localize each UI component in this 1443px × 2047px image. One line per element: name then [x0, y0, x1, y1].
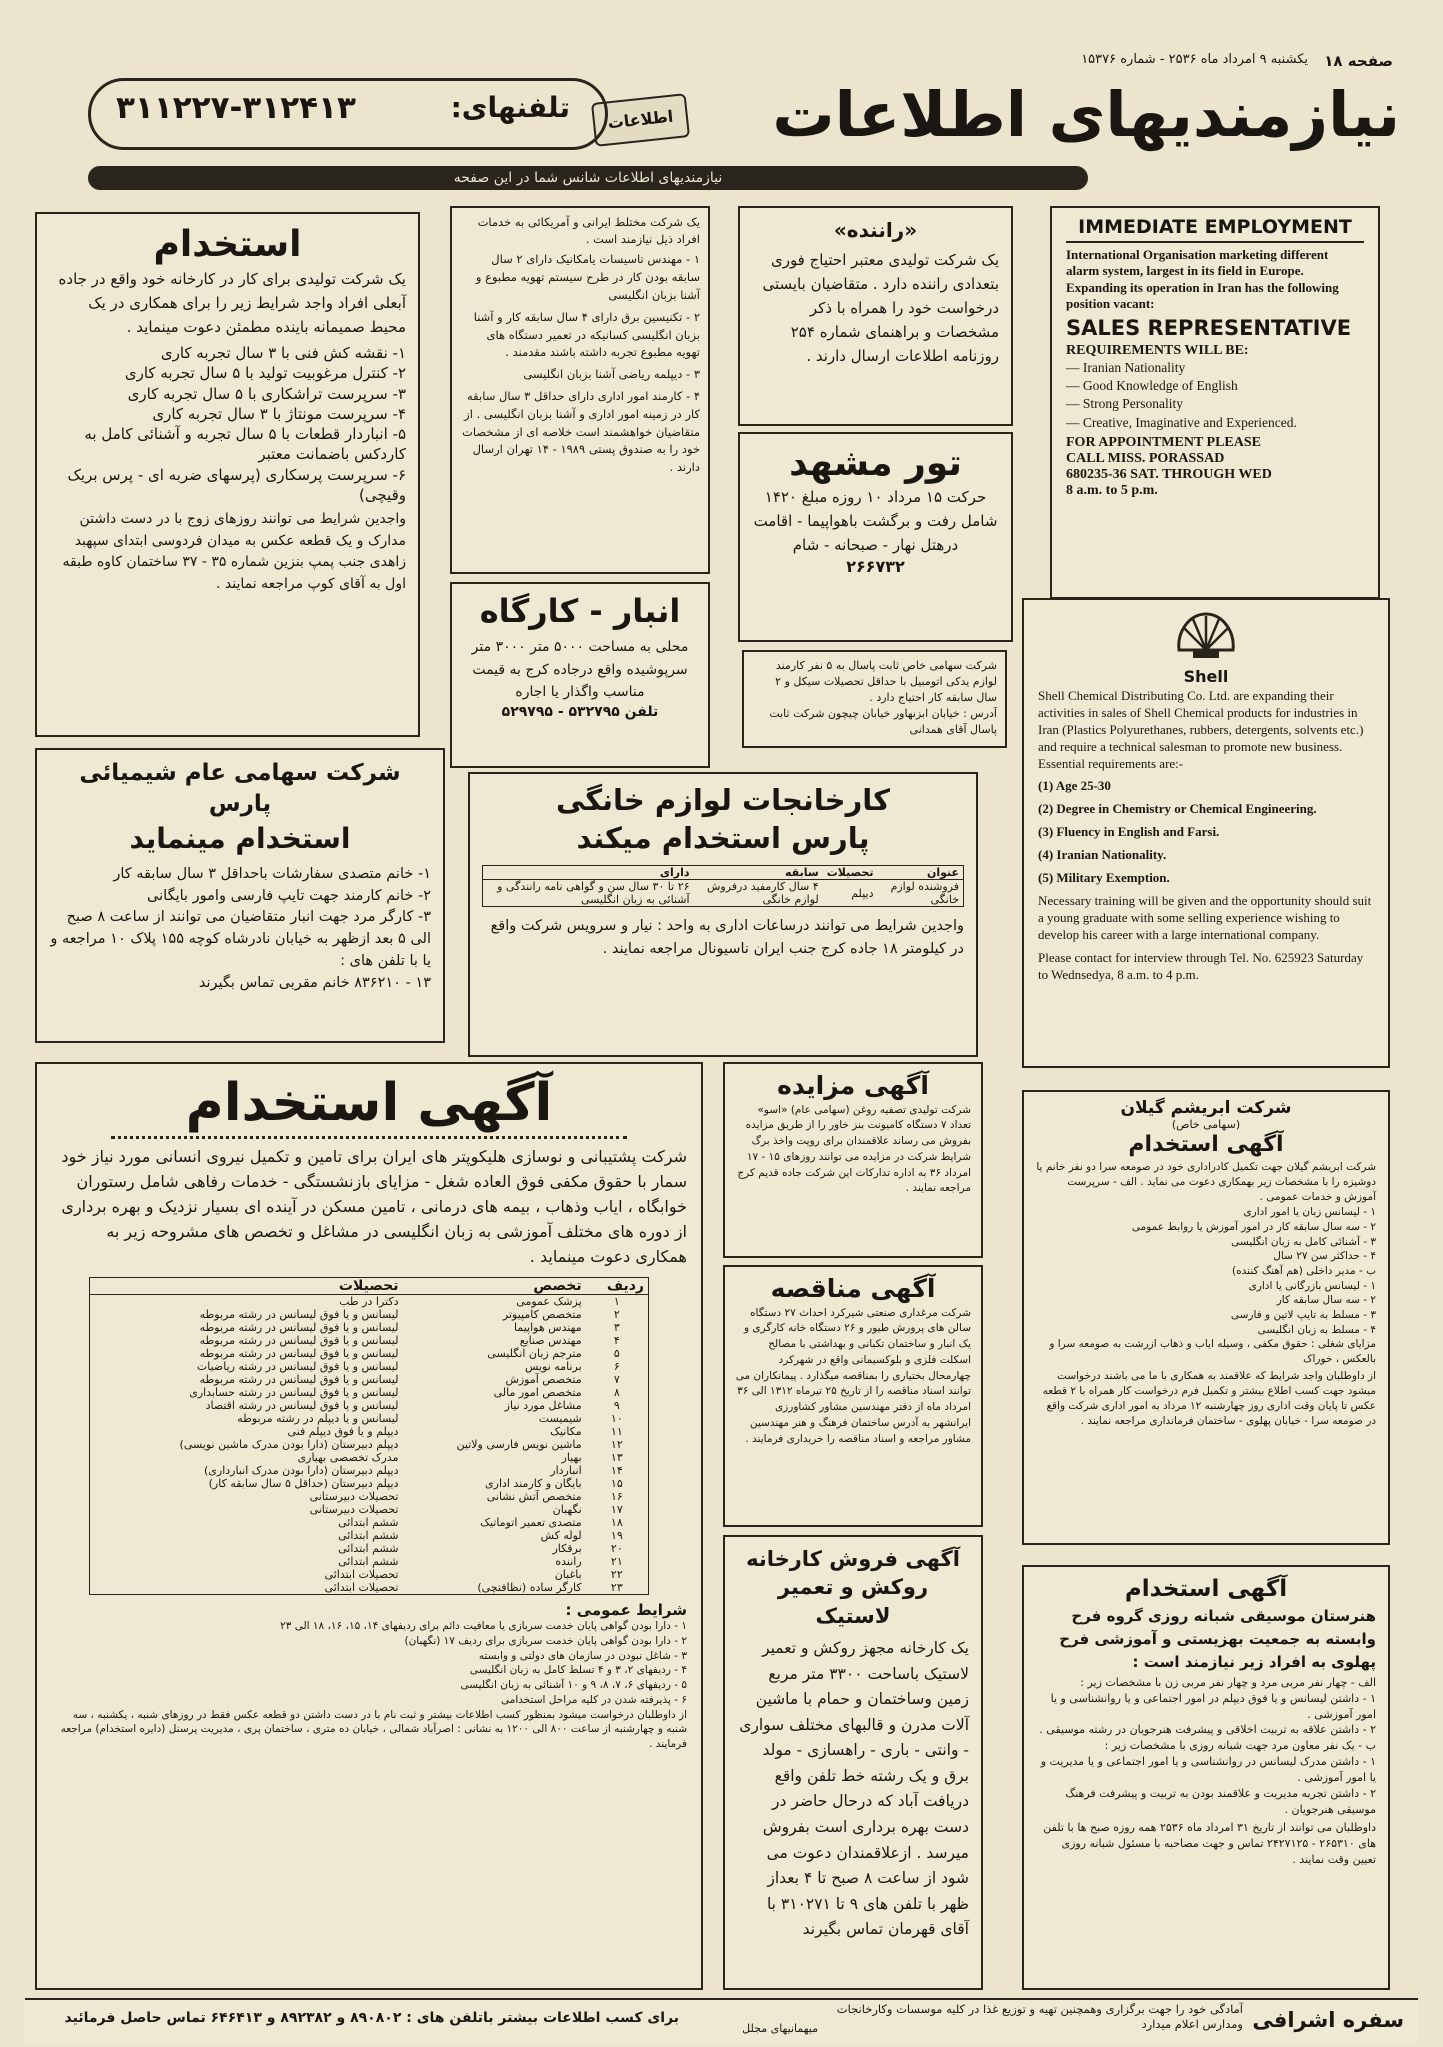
immediate-position: SALES REPRESENTATIVE — [1066, 316, 1352, 340]
helicopter-cell-specialty: کارگر ساده (نظافتچی) — [477, 1581, 582, 1595]
table-row — [90, 1308, 649, 1321]
tires-heading-2: روکش و تعمیر لاستیک — [777, 1575, 929, 1628]
shell-logo-word: Shell — [1183, 667, 1229, 686]
ad-immediate-employment — [1050, 206, 1380, 599]
helicopter-cell-row-number: ۱۷ — [610, 1503, 623, 1517]
factory-item-4: ۴- سرپرست مونتاژ با ۳ سال تجربه کاری — [152, 404, 406, 423]
pasal-address: آدرس : خیابان ابزنهاور خیابان چیچون شرکت ثابت پاسال آقای همدانی — [769, 706, 997, 736]
helicopter-cell-row-number: ۱۶ — [610, 1490, 623, 1504]
list-item: ب - یک نفر معاون مرد جهت شبانه روزی با مشخصات زیر : — [1104, 1739, 1376, 1753]
helicopter-cell-row-number: ۸ — [613, 1386, 620, 1400]
helicopter-cell-row-number: ۳ — [613, 1321, 620, 1335]
list-item: ۱ - داشتن لیسانس و یا فوق دیپلم در امور اجتماعی و یا روانشناسی و یا امور آموزشی . — [1050, 1691, 1376, 1721]
helicopter-cell-row-number: ۱۹ — [610, 1529, 623, 1543]
auction-heading: آگهی مزایده — [777, 1071, 929, 1100]
factory-item-1: ۱- نقشه کش فنی با ۳ سال تجربه کاری — [160, 344, 406, 362]
appliances-cell-education: دیپلم — [851, 886, 874, 900]
mixed-item-1: ۱ - مهندس تاسیسات یامکانیک دارای ۲ سال سابقه بودن کار در طرح سیستم تهویه مطبوع و آشنا بزبان انگلیسی — [475, 252, 700, 302]
helicopter-cell-education: ششم ابتدائی — [338, 1516, 399, 1530]
ad-estekhdam-factory — [35, 212, 420, 737]
helicopter-intro: شرکت پشتیبانی و نوسازی هلیکوپتر های ایران برای تامین و تکمیل نیروی انسانی مورد نیاز خود سمار با حقوق مکفی فوق العاده شغل - مزایای بازنشستگی - خدمات رفاهی شامل رستوران خوابگاه ، ایاب وذهاب ، بیمه های درمانی ، تامین مسکن در آینده ای بسیار نزدیک و بهره برداری از دوره های مختلف آموزشی به زبان انگلیسی در مشاغل و تخصص های مشروحه زیر به همکاری دعوت مینماید . — [61, 1147, 687, 1266]
table-row — [483, 880, 964, 907]
helicopter-cell-education: دیپلم دبیرستان (حداقل ۵ سال سابقه کار) — [208, 1477, 399, 1491]
appliances-col-experience: سابقه — [785, 866, 819, 880]
logo-text: اطلاعات — [606, 106, 675, 133]
factory-item-6: ۶- سرپرست پرسکاری (پرسهای ضربه ای - پرس بریک وقیچی) — [67, 465, 406, 504]
list-item: الف - چهار نفر مربی مرد و چهار نفر مربی زن با مشخصات زیر : — [1080, 1675, 1376, 1689]
shell-req-5: (5) Military Exemption. — [1038, 870, 1170, 886]
appliances-heading-2: پارس استخدام میکند — [576, 820, 870, 855]
list-item: ۲ - سه سال سابقه کار در امور آموزش یا روابط عمومی — [1131, 1220, 1376, 1233]
table-row — [90, 1425, 649, 1438]
helicopter-cell-specialty: مشاغل مورد نیاز — [504, 1399, 582, 1413]
helicopter-cell-specialty: شیمیست — [538, 1412, 582, 1426]
helicopter-cell-specialty: متخصص آتش نشانی — [486, 1490, 582, 1504]
immediate-intro: International Organisation marketing different alarm system, largest in its field in Europe. Expanding its operation in Iran has the following position vacant: — [1066, 247, 1339, 311]
appliances-table-header — [483, 866, 964, 880]
helicopter-conditions-heading: شرایط عمومی : — [565, 1601, 687, 1620]
shell-logo-icon — [1173, 610, 1239, 662]
ad-music-conservatory — [1022, 1565, 1390, 1990]
helicopter-conditions — [51, 1619, 687, 1751]
helicopter-cell-row-number: ۱۸ — [610, 1516, 623, 1530]
factory-item-3: ۳- سرپرست تراشکاری با ۵ سال تجربه کاری — [127, 384, 406, 403]
list-item: ۲ - دارا بودن گواهی پایان خدمت سربازی برای ردیف ۱۷ (نگهبان) — [404, 1635, 687, 1648]
appliances-footer: واجدین شرایط می توانند درساعات اداری به واحد : نیار و سرویس شرکت واقع در کیلومتر ۱۸ جاده کرج جنب ایران ناسیونال مراجعه نمایند . — [490, 918, 964, 957]
ad-tire-factory-sale — [723, 1535, 983, 1990]
phones-number: ۳۱۱۲۲۷-۳۱۲۴۱۳ — [116, 90, 356, 126]
appliances-cell-title: فروشنده لوازم خانگی — [890, 880, 959, 907]
helicopter-cell-row-number: ۷ — [613, 1373, 620, 1387]
list-item: ۱ - لیسانس زبان یا امور اداری — [1243, 1206, 1376, 1219]
masthead-banner — [88, 166, 1088, 190]
mashhad-phone: ۲۶۶۷۳۲ — [846, 557, 905, 577]
chemical-heading-1: شرکت سهامی عام شیمیائی پارس — [79, 760, 401, 818]
helicopter-table-header — [90, 1278, 649, 1295]
factory-intro: یک شرکت تولیدی برای کار در کارخانه خود واقع در جاده آبعلی افراد واجد شرایط زیر را برای همکاری در یک محیط صمیمانه باینده مطمئن دعوت مینماید . — [58, 270, 406, 336]
helicopter-cell-education: تحصیلات ابتدائی — [324, 1581, 399, 1595]
list-item: ۳ - شاغل نبودن در سازمان های دولتی و وابسته — [478, 1649, 687, 1662]
table-row — [90, 1451, 649, 1464]
appliances-cell-qualifications: ۲۶ تا ۳۰ سال سن و گواهی نامه رانندگی و آشنائی به زبان انگلیسی — [497, 880, 690, 907]
helicopter-cell-specialty: ماشین نویس فارسی ولاتین — [456, 1438, 582, 1452]
phones-label: تلفنهای: — [450, 91, 570, 124]
helicopter-cell-education: تحصیلات ابتدائی — [324, 1568, 399, 1582]
helicopter-cell-specialty: لوله کش — [540, 1529, 582, 1543]
helicopter-cell-specialty: برقکار — [552, 1542, 582, 1556]
chemical-item-1: ۱- خانم متصدی سفارشات باحداقل ۳ سال سابقه کار — [113, 865, 431, 882]
catering-phones: برای کسب اطلاعات بیشتر باتلفن های : ۸۹۰۸۰۲ و ۸۹۲۳۸۲ و ۶۴۶۴۱۳ تماس حاصل فرمائید — [64, 2010, 679, 2026]
table-row — [90, 1399, 649, 1412]
helicopter-cell-education: لیسانس و یا فوق لیسانس در رشته مربوطه — [199, 1347, 399, 1361]
helicopter-cell-specialty: راننده — [555, 1555, 582, 1569]
mixed-item-3: ۳ - دیپلمه ریاضی آشنا بزبان انگلیسی — [523, 367, 700, 382]
table-row — [90, 1386, 649, 1399]
shell-req-4: (4) Iranian Nationality. — [1038, 847, 1167, 863]
table-row — [90, 1347, 649, 1360]
mixed-intro: یک شرکت مختلط ایرانی و آمریکائی به خدمات افراد ذیل نیازمند است . — [477, 215, 700, 246]
ad-shell — [1022, 598, 1390, 1068]
helicopter-cell-education: لیسانس و یا فوق لیسانس در رشته مربوطه — [199, 1321, 399, 1335]
tires-body: یک کارخانه مجهز روکش و تعمیر لاستیک باساحت ۳۳۰۰ متر مربع زمین وساختمان و حمام با ماشین آلات مدرن و قالبهای مختلف سواری - وانتی - باری - راهسازی - مولد برق و یک رشته خط تلفن واقع دریافت آباد که درحال حاضر در دست بهره برداری است بفروش میرسد . ازعلاقمندان دعوت می شود از ساعت ۸ صبح تا ۴ بعداز ظهر با تلفن های ۹ تا ۳۱۰۲۷۱ با آقای قهرمان تماس بگیرند — [739, 1639, 969, 1939]
warehouse-body: محلی به مساحت ۵۰۰۰ متر ۳۰۰۰ متر سرپوشیده واقع درجاده کرج به قیمت مناسب واگذار یا اجاره — [471, 639, 689, 701]
tires-heading-1: آگهی فروش کارخانه — [746, 1547, 960, 1571]
list-item: ۱ - داشتن مدرک لیسانس در روانشناسی و یا امور اجتماعی و یا مدیریت و یا امور آموزشی . — [1040, 1755, 1376, 1785]
list-item: ۶ - پذیرفته شدن در کلیه مراحل استخدامی — [500, 1693, 687, 1706]
ad-driver — [738, 206, 1013, 426]
music-footer: داوطلبان می توانند از تاریخ ۳۱ امرداد ماه ۲۵۳۶ همه روزه صبح ها با تلفن های ۲۶۵۳۱۰ - ۲۴۲۷۱۲۵ تماس و جهت مصاحبه با مسئول شبانه روزی تعیین وقت نمایند . — [1043, 1821, 1376, 1866]
masthead-title: نیازمندیهای اطلاعات — [772, 78, 1400, 151]
helicopter-cell-row-number: ۵ — [613, 1347, 620, 1361]
helicopter-cell-row-number: ۲ — [613, 1308, 620, 1322]
helicopter-cell-education: لیسانس و یا فوق لیسانس در رشته مربوطه — [199, 1373, 399, 1387]
warehouse-phone: تلفن ۵۳۲۷۹۵ - ۵۲۹۷۹۵ — [501, 703, 659, 720]
list-item: ۴ - مسلط به زبان انگلیسی — [1257, 1323, 1376, 1336]
helicopter-col-row: ردیف — [606, 1278, 644, 1295]
shell-contact: Please contact for interview through Tel. No. 625923 Saturday to Wednsedya, 8 a.m. to 4 p.m. — [1038, 950, 1364, 983]
chemical-item-2: ۲- خانم کارمند جهت تایپ فارسی وامور بایگانی — [147, 887, 431, 904]
table-row — [90, 1295, 649, 1309]
factory-heading: استخدام — [153, 224, 302, 265]
helicopter-cell-education: لیسانس و یا فوق لیسانس در رشته مربوطه — [199, 1334, 399, 1348]
ad-mixed-company — [450, 206, 710, 574]
helicopter-cell-education: دکترا در طب — [339, 1295, 399, 1309]
list-item: ۲ - داشتن تجربه مدیریت و علاقمند بودن به تربیت و پیشرفت فرهنگ موسیقی هنرجویان . — [1065, 1787, 1376, 1817]
immediate-req-4: — Creative, Imaginative and Experienced. — [1066, 414, 1297, 430]
gilan-company-sub: (سهامی خاص) — [1171, 1118, 1241, 1131]
appliances-col-title: عنوان — [926, 866, 959, 880]
helicopter-col-specialty: تخصص — [533, 1278, 582, 1295]
gilan-company: شرکت ابریشم گیلان — [1120, 1098, 1292, 1118]
helicopter-cell-education: لیسانس و یا دیپلم در رشته مربوطه — [237, 1412, 399, 1426]
issue-date: یکشنبه ۹ امرداد ماه ۲۵۳۶ - شماره ۱۵۳۷۶ — [1081, 52, 1308, 67]
list-item: ۳ - مسلط به تایپ لاتین و فارسی — [1230, 1309, 1376, 1322]
catering-heading: سفره اشرافی — [1252, 2008, 1404, 2032]
helicopter-cell-specialty: نگهبان — [552, 1503, 582, 1517]
helicopter-cell-row-number: ۶ — [613, 1360, 620, 1374]
music-heading: آگهی استخدام — [1124, 1576, 1288, 1602]
helicopter-cell-education: دیپلم دبیرستان (دارا بودن مدرک ماشین نویسی) — [179, 1438, 399, 1452]
table-row — [90, 1529, 649, 1542]
gilan-body: شرکت ابریشم گیلان جهت تکمیل کادراداری خود در صومعه سرا دو نفر خانم یا دوشیزه را با مشخصات زیر بهمکاری دعوت می نماید . الف - سرپرست آموزش و خدمات عمومی . — [1036, 1160, 1376, 1204]
helicopter-cell-education: تحصیلات دبیرستانی — [309, 1490, 399, 1504]
helicopter-cell-specialty: متصدی تعمیر اتوماتیک — [480, 1516, 582, 1530]
list-item: مزایای شغلی : حقوق مکفی ، وسیله ایاب و ذهاب ازرشت به صومعه سرا و بالعکس ، خوراک — [1049, 1338, 1376, 1366]
helicopter-cell-specialty: مهندس هواپیما — [514, 1321, 582, 1335]
helicopter-divider — [111, 1136, 627, 1139]
masthead — [88, 78, 1400, 198]
gilan-footer: از داوطلبان واجد شرایط که علاقمند به همکاری با ما می باشند درخواست میشود جهت کسب اطلاع بیشتر و تکمیل فرم درخواست کار همراه با ۲ قطعه عکس تا پایان وقت اداری روز چهارشنبه ۱۲ مرداد به امور اداری شرکت واقع در صومعه سرا - خیابان پهلوی - ساختمان فرمانداری مراجعه نمایند . — [1042, 1369, 1376, 1428]
mixed-item-4: ۴ - کارمند امور اداری دارای حداقل ۳ سال سابقه کار در زمینه امور اداری و آشنا بزبان انگلیسی . از متقاضیان خواهشمند است خلاصه ای از مشخصات خود را به صندوق پستی ۱۹۸۹ - ۱۴ تهران ارسال دارند . — [462, 389, 700, 475]
helicopter-cell-specialty: مترجم زبان انگلیسی — [487, 1347, 582, 1361]
list-item: ۱ - لیسانس بازرگانی یا اداری — [1248, 1279, 1376, 1292]
driver-body: یک شرکت تولیدی معتبر احتیاج فوری بتعدادی راننده دارد . متقاضیان بایستی درخواست خود را همراه با ذکر مشخصات و براهنمای شماره ۲۵۴ روزنامه اطلاعات ارسال دارند . — [762, 251, 999, 365]
music-intro: هنرستان موسیقی شبانه روزی گروه فرح وابسته به جمعیت بهزیستی و آموزشی فرح پهلوی به افراد زیر نیازمند است : — [1059, 1606, 1376, 1672]
appliances-col-education: تحصیلات — [826, 866, 874, 880]
table-row — [90, 1581, 649, 1595]
music-items — [1036, 1675, 1376, 1818]
pasal-body: شرکت سهامی خاص ثابت پاسال به ۵ نفر کارمند لوازم یدکی اتومبیل با حداقل تحصیلات سیکل و ۲ سال سابقه کار احتیاج دارد . — [775, 659, 997, 704]
table-row — [90, 1490, 649, 1503]
table-row — [90, 1464, 649, 1477]
immediate-call-1: FOR APPOINTMENT PLEASE — [1066, 434, 1261, 450]
shell-intro: Shell Chemical Distributing Co. Ltd. are expanding their activities in sales of Shell Chemical products for industries in Iran (Plastics Polyurethanes, rubbers, detergents, solvents etc.) and require a technical salesman to promote new business. Essential requirements are:- — [1038, 688, 1364, 771]
auction-body: شرکت تولیدی تصفیه روغن (سهامی عام) «اسو» تعداد ۷ دستگاه کامیونت بنز خاور را از طریق مزایده بفروش می رساند علاقمندان برای رویت واخذ برگ شرایط شرکت در مزایده می توانند روزهای ۱۵ - ۱۷ امرداد ۳۶ به اداره تدارکات این شرکت جاده قدیم کرج مراجعه نمایند . — [737, 1103, 971, 1195]
helicopter-cell-education: مدرک تخصصی بهیاری — [297, 1451, 399, 1465]
helicopter-cell-row-number: ۲۱ — [610, 1555, 623, 1569]
table-row — [90, 1477, 649, 1490]
helicopter-cell-specialty: باغبان — [554, 1568, 582, 1582]
helicopter-col-education: تحصیلات — [338, 1278, 399, 1295]
helicopter-cell-row-number: ۱ — [613, 1295, 620, 1309]
masthead-subtitle: نیازمندیهای اطلاعات شانس شما در این صفحه — [453, 170, 723, 186]
ad-pasal-company — [742, 650, 1007, 748]
table-row — [90, 1542, 649, 1555]
appliances-col-qualifications: دارای — [659, 866, 690, 880]
immediate-call-4: 8 a.m. to 5 p.m. — [1066, 482, 1158, 498]
helicopter-cell-row-number: ۲۰ — [610, 1542, 623, 1556]
list-item: ۵ - ردیفهای ۶، ۷، ۸، ۹ و ۱۰ آشنائی به زبان انگلیسی — [460, 1679, 687, 1692]
ad-auction — [723, 1062, 983, 1258]
helicopter-cell-row-number: ۱۳ — [610, 1451, 623, 1465]
ad-helicopter — [35, 1062, 703, 1990]
table-row — [90, 1360, 649, 1373]
table-row — [90, 1555, 649, 1568]
helicopter-cell-education: ششم ابتدائی — [338, 1529, 399, 1543]
immediate-heading: IMMEDIATE EMPLOYMENT — [1066, 216, 1364, 243]
table-row — [90, 1321, 649, 1334]
list-item: از داوطلبان درخواست میشود بمنظور کسب اطلاعات بیشتر و ثبت نام با در دست داشتن دو قطعه عکس فقط در روزهای شنبه ، یکشنبه ، سه شنبه و چهارشنبه از ساعت ۸۰۰ الی ۱۲۰۰ به نشانی : اصرآباد شمالی ، خیابان ده متری ، ساختمان پری ، مدیریت پرسنل (دایره استخدام) مراجعه فرمایند . — [60, 1708, 687, 1750]
list-item: ب - مدیر داخلی (هم آهنگ کننده) — [1232, 1265, 1376, 1277]
shell-training: Necessary training will be given and the opportunity should suit a young graduate with some selling experience wishing to develop his career with a large international company. — [1038, 893, 1372, 943]
table-row — [90, 1334, 649, 1347]
mashhad-body: حرکت ۱۵ مرداد ۱۰ روزه مبلغ ۱۴۲۰ شامل رفت و برگشت باهواپیما - اقامت درهتل نهار - صبحانه - شام — [753, 488, 998, 555]
table-row — [90, 1412, 649, 1425]
gilan-heading: آگهی استخدام — [1128, 1132, 1284, 1157]
helicopter-cell-education: لیسانس و یا فوق لیسانس در رشته اقتصاد — [205, 1399, 399, 1413]
chemical-item-3: ۳- کارگر مرد جهت انبار متقاضیان می توانند از ساعت ۸ صبح الی ۵ بعد ازظهر به خیابان نادرشاه کوچه ۱۵۵ پلاک ۱۰ مراجعه و یا با تلفن های : — [50, 909, 431, 969]
ad-mashhad-tour — [738, 432, 1013, 642]
list-item: ۳ - آشنائی کامل به زبان انگلیسی — [1231, 1235, 1376, 1248]
helicopter-heading: آگهی استخدام — [185, 1073, 553, 1133]
list-item: ۲ - داشتن علاقه به تربیت اخلاقی و پیشرفت هنرجویان در رشته موسیقی . — [1039, 1723, 1376, 1737]
immediate-req-1: — Iranian Nationality — [1066, 360, 1186, 375]
helicopter-cell-row-number: ۱۴ — [610, 1464, 623, 1478]
helicopter-cell-specialty: متخصص آموزش — [505, 1373, 582, 1387]
helicopter-cell-row-number: ۲۲ — [610, 1568, 623, 1582]
helicopter-cell-specialty: متخصص کامپیوتر — [502, 1308, 582, 1322]
appliances-cell-experience: ۴ سال کارمفید درفروش لوازم خانگی — [706, 880, 819, 907]
helicopter-cell-row-number: ۲۳ — [610, 1581, 623, 1595]
driver-heading: «راننده» — [833, 218, 918, 242]
factory-item-2: ۲- کنترل مرغوبیت تولید با ۵ سال تجربه کاری — [124, 364, 406, 383]
catering-note: میهمانیهای مجلل — [742, 2022, 818, 2035]
tender-heading: آگهی مناقصه — [770, 1274, 936, 1303]
warehouse-heading: انبار - کارگاه — [479, 592, 681, 630]
list-item: ۱ - دارا بودن گواهی پایان خدمت سربازی یا معافیت دائم برای ردیفهای ۱۴، ۱۵، ۱۶، ۱۸ الی ۲۳ — [280, 1620, 687, 1633]
catering-body: آمادگی خود را جهت برگزاری وهمچنین تهیه و توزیع غذا در کلیه موسسات وکارخانجات ومدارس اعلام میدارد — [836, 2002, 1243, 2031]
list-item: ۴ - حداکثر سن ۲۷ سال — [1273, 1250, 1376, 1263]
list-item: ۲ - سه سال سابقه کار — [1276, 1294, 1376, 1307]
ad-pars-appliances — [468, 772, 978, 1057]
mashhad-heading: تور مشهد — [789, 443, 962, 484]
helicopter-cell-specialty: برنامه نویس — [524, 1360, 582, 1374]
immediate-call-2: CALL MISS. PORASSAD — [1066, 450, 1225, 466]
ad-warehouse — [450, 582, 710, 768]
helicopter-cell-education: لیسانس و یا فوق لیسانس در رشته ریاضیات — [196, 1360, 399, 1374]
helicopter-cell-row-number: ۱۵ — [610, 1477, 623, 1491]
tender-body: شرکت مرغداری صنعتی شیرکرد احداث ۲۷ دستگاه سالن های پرورش طیور و ۲۶ دستگاه خانه کارگری و یک انبار و ساختمان تکبانی و بهداشتی با مصالح اسکلت فلزی و بلوکسیمانی واقع در شهرکرد چهارمحال بختیاری را بمناقصه میگذارد . پیمانکاران می توانند اسناد مناقصه را از تاریخ ۲۵ تیرماه ۱۳۱۲ الی ۳۶ امرداد ماه از دفتر مهندسین مشاور کشاورزی ایرانشهر به آدرس ساختمان فرهنگ و هنر مهندسین مشاور مراجعه و اسناد مناقصه را خریداری فرمایند . — [735, 1306, 971, 1445]
helicopter-cell-specialty: مهندس صنایع — [519, 1334, 582, 1348]
list-item: ۴ - ردیفهای ۲، ۳ و ۴ تسلط کامل به زبان انگلیسی — [469, 1664, 687, 1677]
shell-req-3: (3) Fluency in English and Farsi. — [1038, 824, 1220, 840]
ad-pars-chemical — [35, 748, 445, 1043]
helicopter-cell-specialty: بهیار — [561, 1451, 582, 1465]
gilan-items — [1036, 1205, 1376, 1367]
table-row — [90, 1438, 649, 1451]
table-row — [90, 1503, 649, 1516]
factory-footer: واجدین شرایط می توانند روزهای زوج با در دست داشتن مدارک و یک قطعه عکس به میدان فردوسی ابتدای سپهبد زاهدی جنب پمپ بنزین شماره ۳۵ - ۳۷ ساختمان کاوه طبقه اول به آقای کوپ مراجعه نمایند . — [62, 511, 406, 593]
immediate-req-2: — Good Knowledge of English — [1066, 378, 1238, 394]
shell-logo — [1038, 610, 1374, 688]
helicopter-table — [89, 1277, 649, 1595]
immediate-call-3: 680235-36 SAT. THROUGH WED — [1066, 466, 1272, 482]
helicopter-cell-row-number: ۱۰ — [610, 1412, 623, 1426]
immediate-req-heading: REQUIREMENTS WILL BE: — [1066, 343, 1249, 358]
table-row — [90, 1373, 649, 1386]
chemical-heading-2: استخدام مینماید — [129, 822, 351, 856]
helicopter-cell-education: تحصیلات دبیرستانی — [309, 1503, 399, 1517]
helicopter-cell-specialty: پزشک عمومی — [516, 1295, 582, 1309]
factory-item-5: ۵- انباردار قطعات با ۵ سال تجربه و آشنائی کامل به کاردکس باضمانت معتبر — [84, 425, 406, 464]
table-row — [90, 1516, 649, 1529]
helicopter-cell-specialty: مکانیک — [550, 1425, 582, 1439]
helicopter-cell-education: ششم ابتدائی — [338, 1555, 399, 1569]
immediate-req-3: — Strong Personality — [1066, 396, 1183, 412]
mixed-item-2: ۲ - تکنیسین برق دارای ۴ سال سابقه کار و آشنا بزبان انگلیسی کسانیکه در تعمیر دستگاه های تهویه مطبوع تجربه داشته باشند مقدمند . — [473, 309, 700, 360]
page-label: صفحه ۱۸ — [1324, 52, 1393, 70]
helicopter-cell-education: دیپلم دبیرستان (دارا بودن مدرک انبارداری) — [204, 1464, 399, 1478]
appliances-table — [482, 865, 964, 907]
helicopter-cell-row-number: ۴ — [613, 1334, 620, 1348]
shell-req-1: (1) Age 25-30 — [1038, 778, 1111, 794]
helicopter-cell-row-number: ۹ — [613, 1399, 620, 1413]
helicopter-cell-row-number: ۱۱ — [610, 1425, 623, 1439]
helicopter-cell-education: لیسانس و یا فوق لیسانس در رشته مربوطه — [199, 1308, 399, 1322]
ad-tender — [723, 1265, 983, 1527]
ad-gilan-silk — [1022, 1090, 1390, 1545]
helicopter-cell-education: ششم ابتدائی — [338, 1542, 399, 1556]
helicopter-cell-education: لیسانس و یا فوق لیسانس در رشته حسابداری — [189, 1386, 399, 1400]
helicopter-cell-row-number: ۱۲ — [610, 1438, 623, 1452]
ad-catering — [25, 1998, 1418, 2042]
table-row — [90, 1568, 649, 1581]
helicopter-cell-specialty: بایگان و کارمند اداری — [485, 1477, 582, 1491]
helicopter-cell-specialty: انباردار — [550, 1464, 582, 1478]
shell-req-2: (2) Degree in Chemistry or Chemical Engineering. — [1038, 801, 1317, 817]
appliances-heading-1: کارخانجات لوازم خانگی — [555, 783, 891, 817]
helicopter-cell-education: دیپلم و یا فوق دیپلم فنی — [287, 1425, 399, 1439]
helicopter-cell-specialty: متخصص امور مالی — [493, 1386, 582, 1400]
chemical-phone: ۱۳ - ۸۳۶۲۱۰ خانم مقربی تماس بگیرند — [198, 974, 431, 991]
